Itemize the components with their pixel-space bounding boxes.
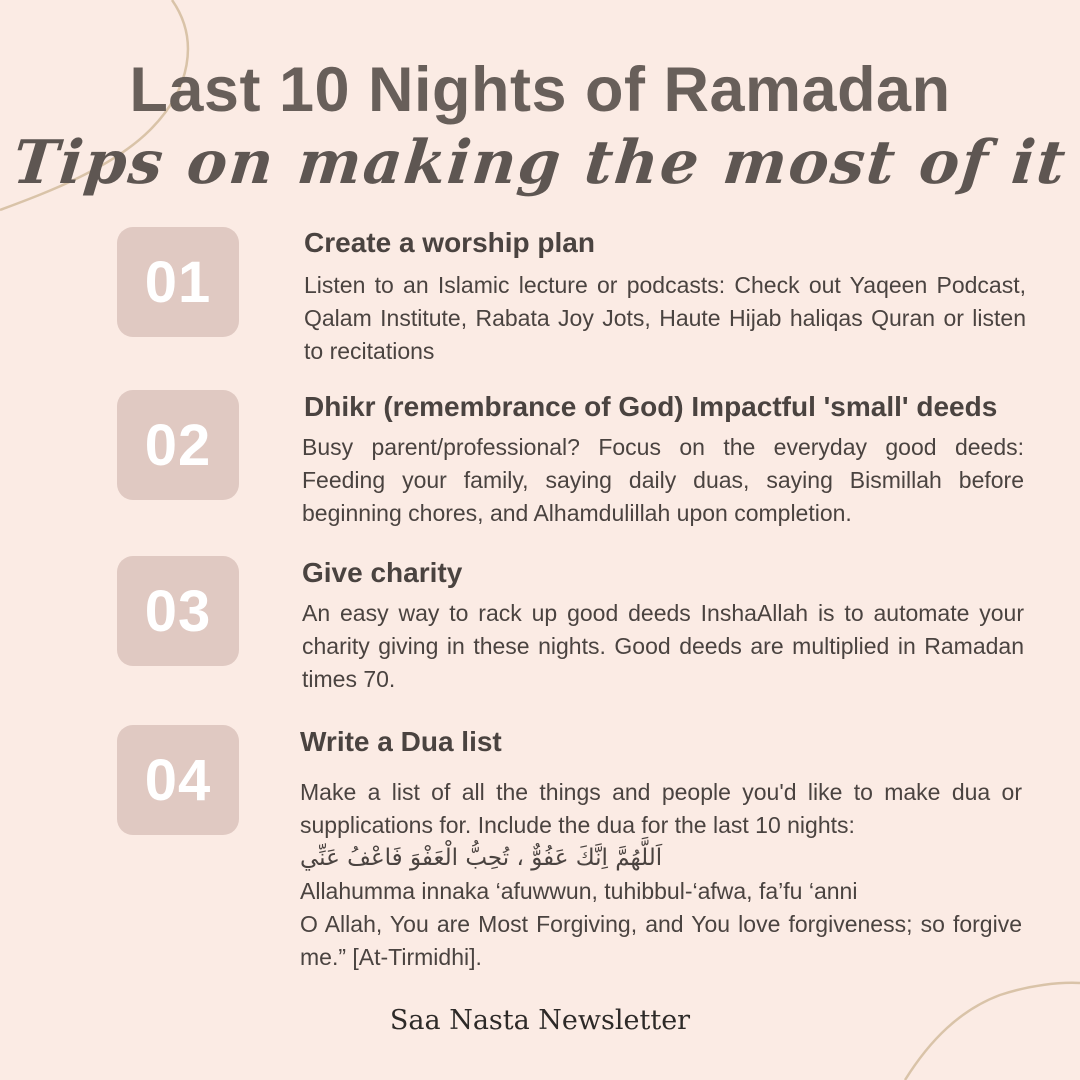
dua-arabic: اَللَّهُمَّ اِنَّكَ عَفُوٌّ ، تُحِبُّ الْعَفْوَ فَاعْفُ عَنِّي xyxy=(300,845,663,871)
footer-newsletter-name: Saa Nasta Newsletter xyxy=(389,1005,691,1036)
tip-body-03: An easy way to rack up good deeds InshaAllah is to automate your charity giving in these nights. Good deeds are multiplied in Ramadan times 70. xyxy=(302,600,1024,692)
page-subtitle: Tips on making the most of it xyxy=(9,128,1071,198)
page-title: Last 10 Nights of Ramadan xyxy=(129,55,951,125)
tip-body-04 xyxy=(300,776,1022,974)
tip-body-01: Listen to an Islamic lecture or podcasts: Check out Yaqeen Podcast, Qalam Institute, Rabata Joy Jots, Haute Hijab haliqas Quran or listen to recitations xyxy=(304,272,1026,364)
dua-translation: O Allah, You are Most Forgiving, and You love forgiveness; so forgive me.” [At-Tirmidhi]. xyxy=(300,911,1022,970)
tip-title-03: Give charity xyxy=(302,557,463,588)
tip-body-04-intro: Make a list of all the things and people you'd like to make dua or supplications for. Include the dua for the last 10 nights: xyxy=(300,779,1022,838)
dua-transliteration: Allahumma innaka ‘afuwwun, tuhibbul-‘afwa, fa’fu ‘anni xyxy=(300,878,858,904)
tip-number-badge-02: 02 xyxy=(117,390,239,500)
tip-title-02: Dhikr (remembrance of God) Impactful 'small' deeds xyxy=(304,391,998,422)
tip-number-badge-03: 03 xyxy=(117,556,239,666)
tip-number-badge-04: 04 xyxy=(117,725,239,835)
tip-title-04: Write a Dua list xyxy=(300,726,502,757)
tip-number-badge-01: 01 xyxy=(117,227,239,337)
tip-title-01: Create a worship plan xyxy=(304,227,595,258)
tip-body-02: Busy parent/professional? Focus on the everyday good deeds: Feeding your family, saying daily duas, saying Bismillah before beginning chores, and Alhamdulillah upon completion. xyxy=(302,434,1024,526)
